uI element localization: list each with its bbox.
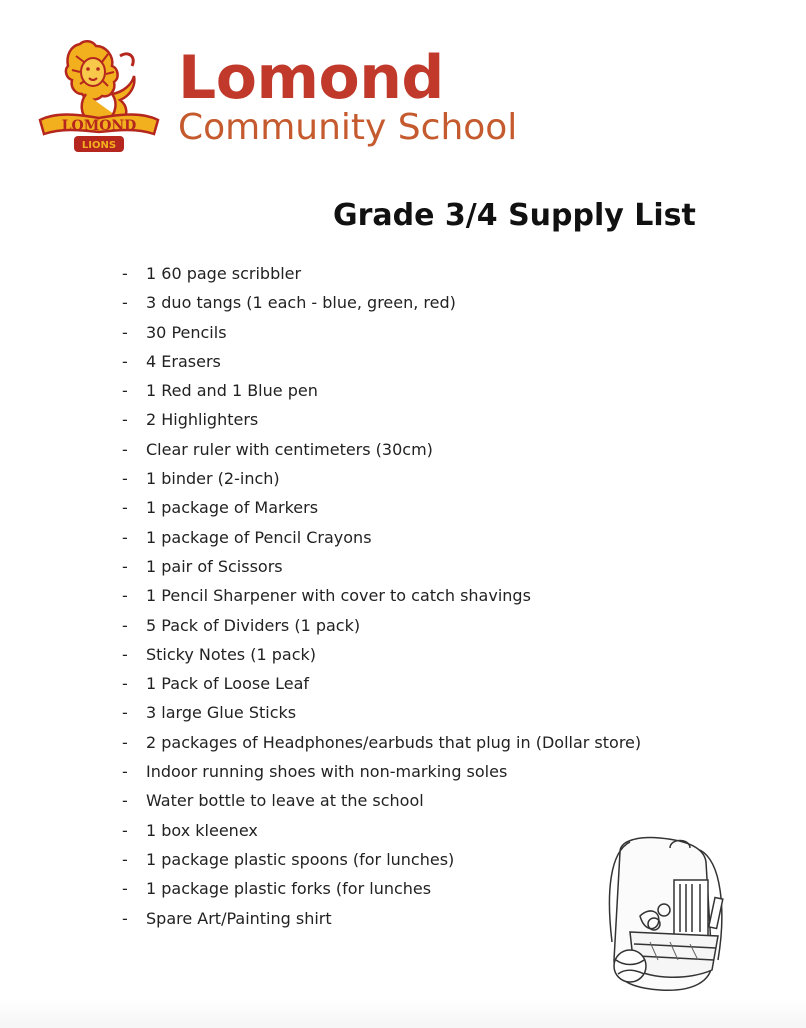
bullet-dash: - [122, 791, 128, 811]
list-item-text: 1 Red and 1 Blue pen [146, 381, 318, 401]
school-name-block [178, 42, 517, 148]
list-item [122, 347, 641, 376]
list-item-text: 1 Pack of Loose Leaf [146, 674, 310, 694]
list-item [122, 611, 641, 640]
list-item-text: 3 duo tangs (1 each - blue, green, red) [146, 293, 456, 313]
list-item [122, 288, 641, 317]
bullet-dash: - [122, 732, 128, 752]
bullet-dash: - [122, 381, 128, 401]
list-item [122, 728, 641, 757]
bullet-dash: - [122, 908, 128, 928]
list-item-text: 1 package plastic spoons (for lunches) [146, 849, 455, 869]
list-item-text: Water bottle to leave at the school [146, 791, 424, 811]
list-item-text: 3 large Glue Sticks [146, 703, 297, 723]
bullet-dash: - [122, 615, 128, 635]
bullet-dash: - [122, 498, 128, 518]
list-item-text: Clear ruler with centimeters (30cm) [146, 439, 433, 459]
bullet-dash: - [122, 849, 128, 869]
list-item [122, 845, 641, 874]
list-item-text: 1 Pencil Sharpener with cover to catch shavings [146, 586, 531, 606]
list-item-text: 2 Highlighters [146, 410, 259, 430]
list-item [122, 669, 641, 698]
bullet-dash: - [122, 469, 128, 489]
school-subtitle: Community School [178, 107, 518, 148]
list-item [122, 698, 641, 727]
bullet-dash: - [122, 644, 128, 664]
bullet-dash: - [122, 556, 128, 576]
list-item-text: 1 box kleenex [146, 820, 258, 840]
school-name: Lomond [178, 43, 444, 113]
list-item-text: Indoor running shoes with non-marking soles [146, 762, 508, 782]
bullet-dash: - [122, 293, 128, 313]
bullet-dash: - [122, 410, 128, 430]
bullet-dash: - [122, 351, 128, 371]
bullet-dash: - [122, 586, 128, 606]
list-item [122, 757, 641, 786]
page-title: Grade 3/4 Supply List [333, 198, 696, 233]
logo-wordmark: LOMOND [61, 118, 137, 134]
bullet-dash: - [122, 264, 128, 283]
list-item-text: 1 package of Markers [146, 498, 319, 518]
bullet-dash: - [122, 703, 128, 723]
list-item [122, 581, 641, 610]
bullet-dash: - [122, 820, 128, 840]
list-item [122, 874, 641, 903]
list-item [122, 493, 641, 522]
list-item [122, 640, 641, 669]
bullet-dash: - [122, 762, 128, 782]
bullet-dash: - [122, 879, 128, 899]
bullet-dash: - [122, 674, 128, 694]
list-item-text: 1 binder (2-inch) [146, 469, 280, 489]
list-item [122, 904, 641, 933]
bullet-dash: - [122, 439, 128, 459]
list-item [122, 464, 641, 493]
list-item-text: 2 packages of Headphones/earbuds that plug in (Dollar store) [146, 732, 642, 752]
list-item-text: 30 Pencils [146, 322, 227, 342]
list-item-text: Spare Art/Painting shirt [146, 908, 332, 928]
list-item-text: 4 Erasers [146, 351, 221, 371]
list-item [122, 318, 641, 347]
list-item [122, 405, 641, 434]
supply-list [122, 259, 641, 933]
list-item-text: 1 package plastic forks (for lunches [146, 879, 432, 899]
backpack-illustration [600, 832, 740, 997]
bullet-dash: - [122, 527, 128, 547]
list-item [122, 816, 641, 845]
list-item [122, 376, 641, 405]
list-item [122, 435, 641, 464]
list-item-text: 5 Pack of Dividers (1 pack) [146, 615, 361, 635]
list-item [122, 786, 641, 815]
list-item-text: 1 pair of Scissors [146, 556, 283, 576]
list-item [122, 523, 641, 552]
list-item [122, 259, 641, 288]
lomond-lions-logo [36, 36, 162, 156]
logo-team: LIONS [81, 140, 117, 151]
page-bottom-edge [0, 998, 806, 1028]
bullet-dash: - [122, 322, 128, 342]
list-item-text: Sticky Notes (1 pack) [146, 644, 316, 664]
list-item-text: 1 package of Pencil Crayons [146, 527, 372, 547]
list-item-text: 1 60 page scribbler [146, 264, 302, 283]
list-item [122, 552, 641, 581]
